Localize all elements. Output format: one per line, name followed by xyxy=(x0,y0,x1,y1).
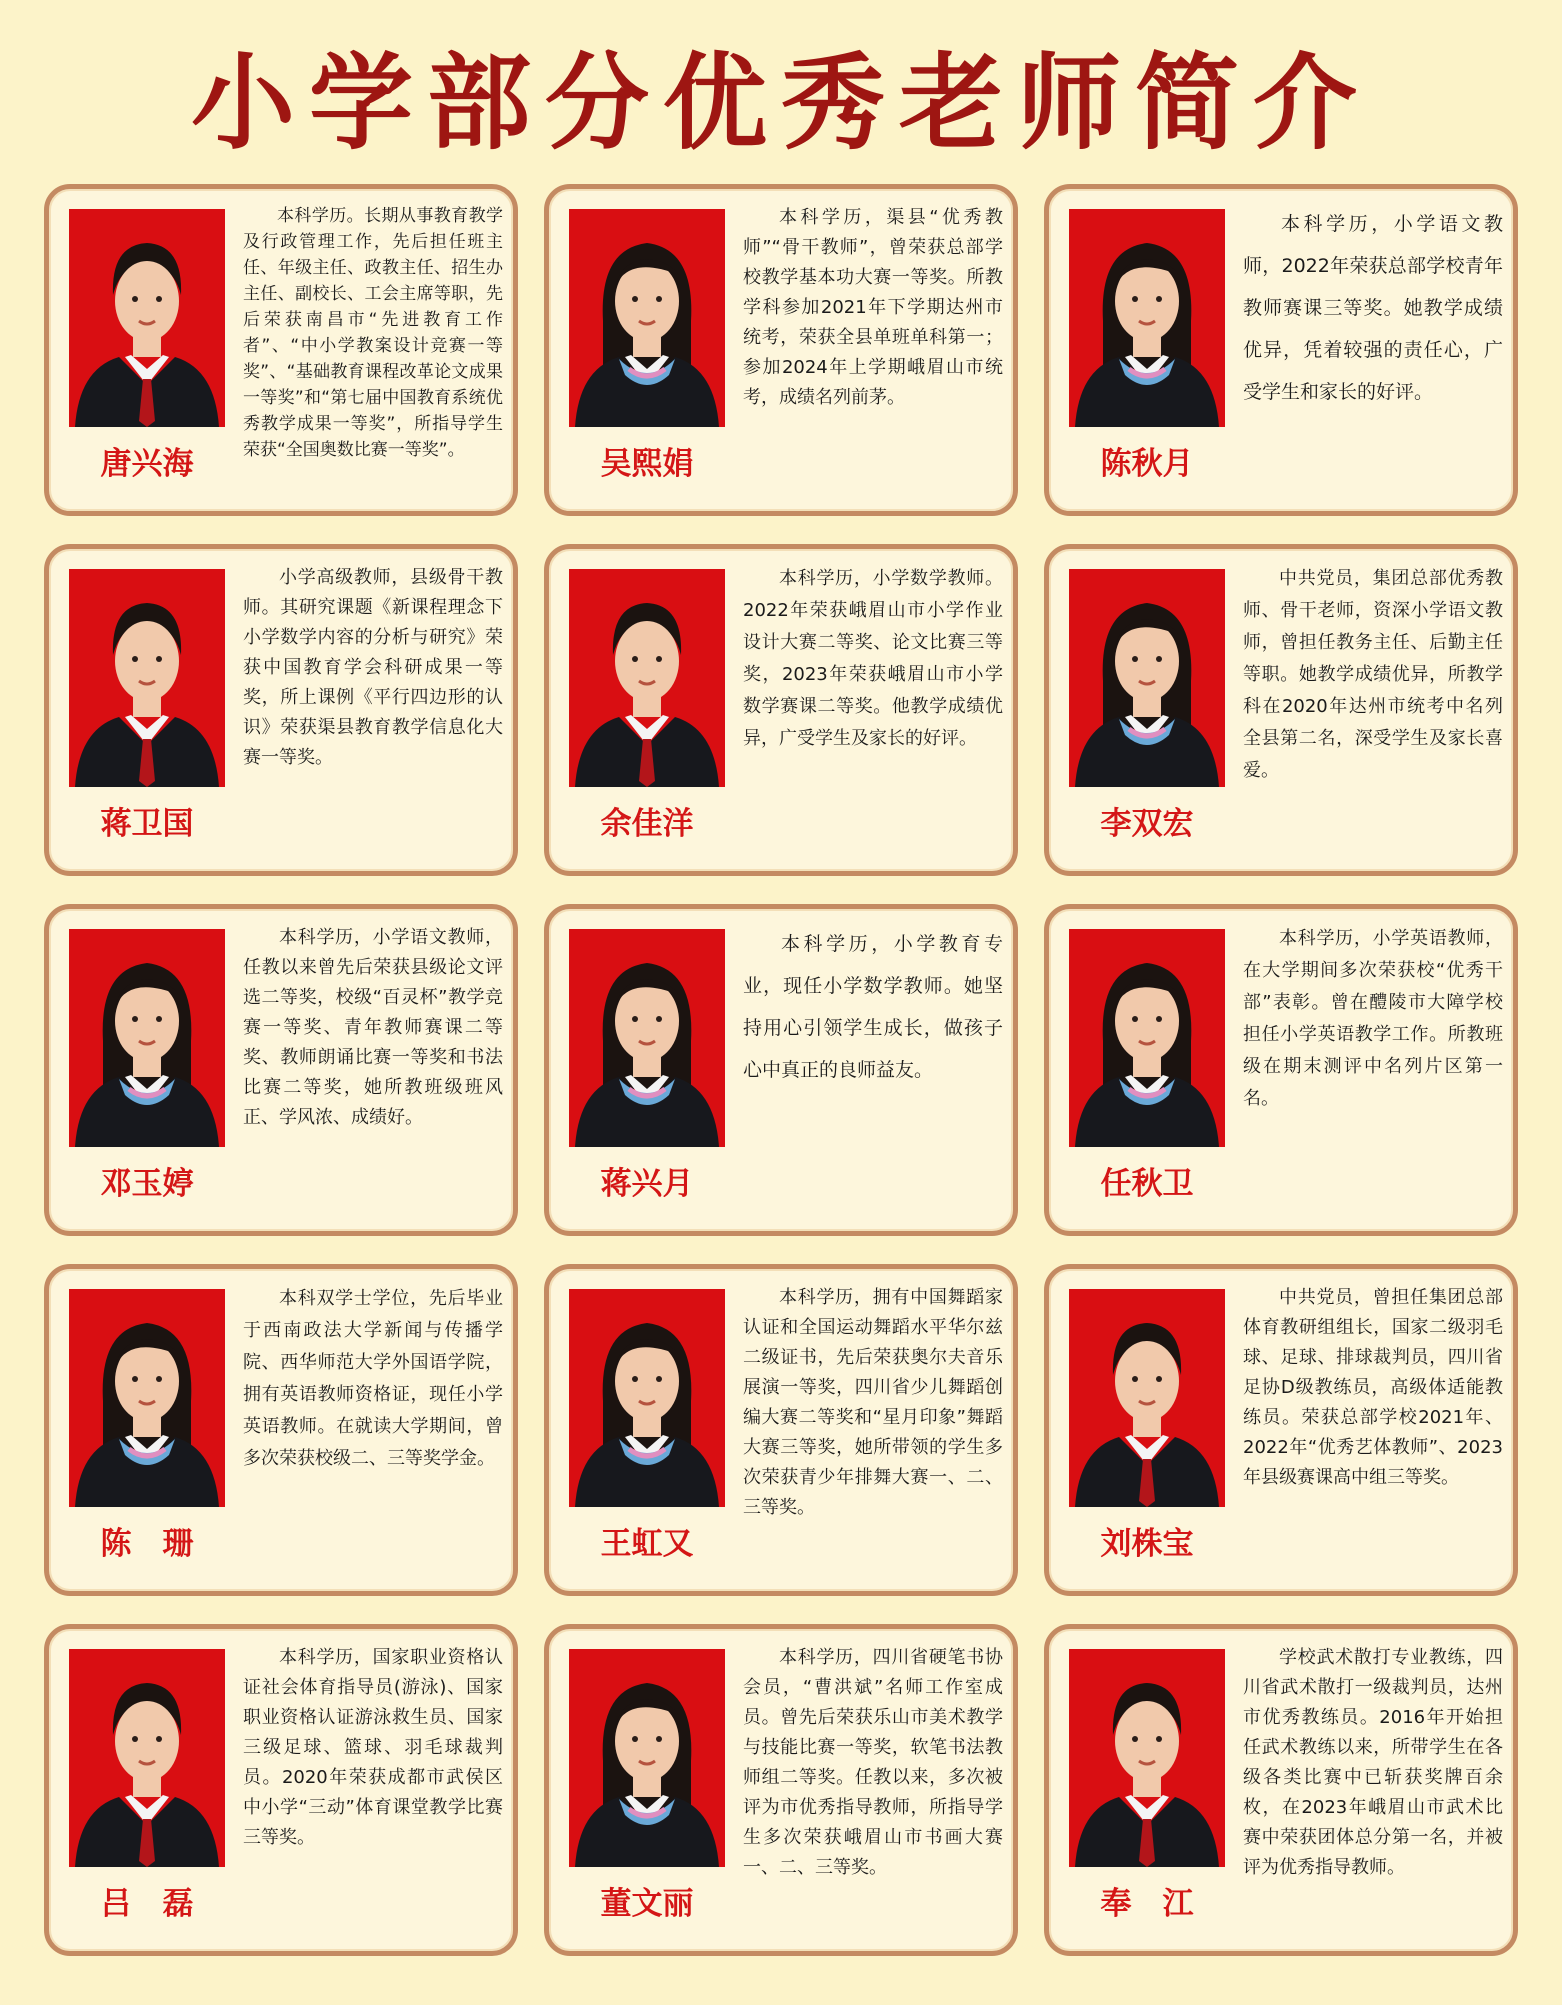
teacher-name: 陈秋月 xyxy=(1100,446,1194,482)
teacher-name: 王虹又 xyxy=(600,1526,694,1562)
teacher-card xyxy=(44,1264,518,1596)
teacher-photo-female-icon xyxy=(569,1289,725,1507)
teacher-card xyxy=(544,904,1018,1236)
teacher-photo-male-icon xyxy=(69,569,225,787)
teacher-photo-female-icon xyxy=(1069,209,1225,427)
teacher-bio: 本科学历，小学教育专业，现任小学数学教师。她坚持用心引领学生成长，做孩子心中真正的良师益友。 xyxy=(743,933,1003,1081)
teacher-photo-male-icon xyxy=(569,569,725,787)
teacher-bio: 本科学历，国家职业资格认证社会体育指导员(游泳)、国家职业资格认证游泳救生员、国家三级足球、篮球、羽毛球裁判员。2020年荣获成都市武侯区中小学“三动”体育课堂教学比赛三等奖。 xyxy=(243,1647,503,1848)
teacher-photo-female-icon xyxy=(569,1649,725,1867)
teacher-photo-female-icon xyxy=(69,929,225,1147)
teacher-name: 余佳洋 xyxy=(600,806,694,842)
teacher-name: 吕 磊 xyxy=(100,1886,194,1922)
teacher-photo-female-icon xyxy=(1069,569,1225,787)
teacher-name: 唐兴海 xyxy=(100,446,194,482)
teacher-photo-male-icon xyxy=(1069,1649,1225,1867)
teacher-bio: 本科学历。长期从事教育教学及行政管理工作，先后担任班主任、年级主任、政教主任、招生办主任、副校长、工会主席等职，先后荣获南昌市“先进教育工作者”、“中小学教案设计竞赛一等奖”、“基础教育课程改革论文成果一等奖”和“第七届中国教育系统优秀教学成果一等奖”，所指导学生荣获“全国奥数比赛一等奖”。 xyxy=(243,206,503,460)
teacher-bio: 中共党员，集团总部优秀教师、骨干老师，资深小学语文教师，曾担任教务主任、后勤主任等职。她教学成绩优异，所教学科在2020年达州市统考中名列全县第二名，深受学生及家长喜爱。 xyxy=(1243,568,1503,781)
teacher-card xyxy=(44,184,518,516)
teacher-name: 陈 珊 xyxy=(100,1526,194,1562)
teacher-photo-female-icon xyxy=(569,929,725,1147)
teacher-bio: 小学高级教师，县级骨干教师。其研究课题《新课程理念下小学数学内容的分析与研究》荣获中国教育学会科研成果一等奖，所上课例《平行四边形的认识》荣获渠县教育教学信息化大赛一等奖。 xyxy=(243,567,503,768)
teacher-bio: 本科学历，拥有中国舞蹈家认证和全国运动舞蹈水平华尔兹二级证书，先后荣获奥尔夫音乐展演一等奖，四川省少儿舞蹈创编大赛二等奖和“星月印象”舞蹈大赛三等奖，她所带领的学生多次荣获青少年排舞大赛一、二、三等奖。 xyxy=(743,1287,1003,1518)
teacher-card xyxy=(544,544,1018,876)
teacher-card xyxy=(44,904,518,1236)
teacher-name: 蒋兴月 xyxy=(600,1166,694,1202)
teacher-photo-male-icon xyxy=(1069,1289,1225,1507)
teacher-name: 李双宏 xyxy=(1100,806,1194,842)
teacher-bio: 学校武术散打专业教练，四川省武术散打一级裁判员，达州市优秀教练员。2016年开始担任武术教练以来，所带学生在各级各类比赛中已斩获奖牌百余枚，在2023年峨眉山市武术比赛中荣获团体总分第一名，并被评为优秀指导教师。 xyxy=(1243,1647,1503,1878)
teacher-bio: 中共党员，曾担任集团总部体育教研组组长，国家二级羽毛球、足球、排球裁判员，四川省足协D级教练员，高级体适能教练员。荣获总部学校2021年、2022年“优秀艺体教师”、2023年县级赛课高中组三等奖。 xyxy=(1243,1287,1503,1488)
teacher-photo-female-icon xyxy=(569,209,725,427)
teacher-name: 刘株宝 xyxy=(1100,1526,1194,1562)
teacher-card xyxy=(44,1624,518,1956)
teacher-card xyxy=(544,1624,1018,1956)
teacher-card xyxy=(544,1264,1018,1596)
teacher-card xyxy=(1044,1624,1518,1956)
teacher-card xyxy=(1044,1264,1518,1596)
teacher-bio: 本科学历，小学数学教师。2022年荣获峨眉山市小学作业设计大赛二等奖、论文比赛三等奖，2023年荣获峨眉山市小学数学赛课二等奖。他教学成绩优异，广受学生及家长的好评。 xyxy=(743,568,1003,749)
teacher-bio: 本科学历，小学语文教师，2022年荣获总部学校青年教师赛课三等奖。她教学成绩优异，凭着较强的责任心，广受学生和家长的好评。 xyxy=(1243,213,1503,403)
teacher-name: 吴熙娟 xyxy=(600,446,694,482)
teacher-bio: 本科学历，小学英语教师，在大学期间多次荣获校“优秀干部”表彰。曾在醴陵市大障学校担任小学英语教学工作。所教班级在期末测评中名列片区第一名。 xyxy=(1243,928,1503,1109)
teacher-card xyxy=(1044,544,1518,876)
teacher-card xyxy=(544,184,1018,516)
teacher-photo-female-icon xyxy=(69,1289,225,1507)
teacher-name: 邓玉婷 xyxy=(100,1166,194,1202)
teacher-card xyxy=(1044,904,1518,1236)
teacher-card xyxy=(1044,184,1518,516)
teacher-bio: 本科学历，渠县“优秀教师”“骨干教师”，曾荣获总部学校教学基本功大赛一等奖。所教学科参加2021年下学期达州市统考，荣获全县单班单科第一；参加2024年上学期峨眉山市统考，成绩名列前茅。 xyxy=(743,207,1003,408)
teacher-photo-male-icon xyxy=(69,1649,225,1867)
teacher-name: 蒋卫国 xyxy=(100,806,194,842)
teacher-grid xyxy=(44,184,1518,1964)
teacher-bio: 本科双学士学位，先后毕业于西南政法大学新闻与传播学院、西华师范大学外国语学院，拥有英语教师资格证，现任小学英语教师。在就读大学期间，曾多次荣获校级二、三等奖学金。 xyxy=(243,1288,503,1469)
page-title: 小学部分优秀老师简介 xyxy=(190,41,1371,164)
teacher-card xyxy=(44,544,518,876)
teacher-name: 任秋卫 xyxy=(1100,1166,1194,1202)
teacher-photo-female-icon xyxy=(1069,929,1225,1147)
teacher-name: 董文丽 xyxy=(600,1886,694,1922)
teacher-name: 奉 江 xyxy=(1100,1886,1194,1922)
teacher-photo-male-icon xyxy=(69,209,225,427)
teacher-bio: 本科学历，小学语文教师，任教以来曾先后荣获县级论文评选二等奖，校级“百灵杯”教学竞赛一等奖、青年教师赛课二等奖、教师朗诵比赛一等奖和书法比赛二等奖，她所教班级班风正、学风浓、成绩好。 xyxy=(243,927,503,1128)
teacher-bio: 本科学历，四川省硬笔书协会员，“曹洪斌”名师工作室成员。曾先后荣获乐山市美术教学与技能比赛一等奖，软笔书法教师组二等奖。任教以来，多次被评为市优秀指导教师，所指导学生多次荣获峨眉山市书画大赛一、二、三等奖。 xyxy=(743,1647,1003,1878)
